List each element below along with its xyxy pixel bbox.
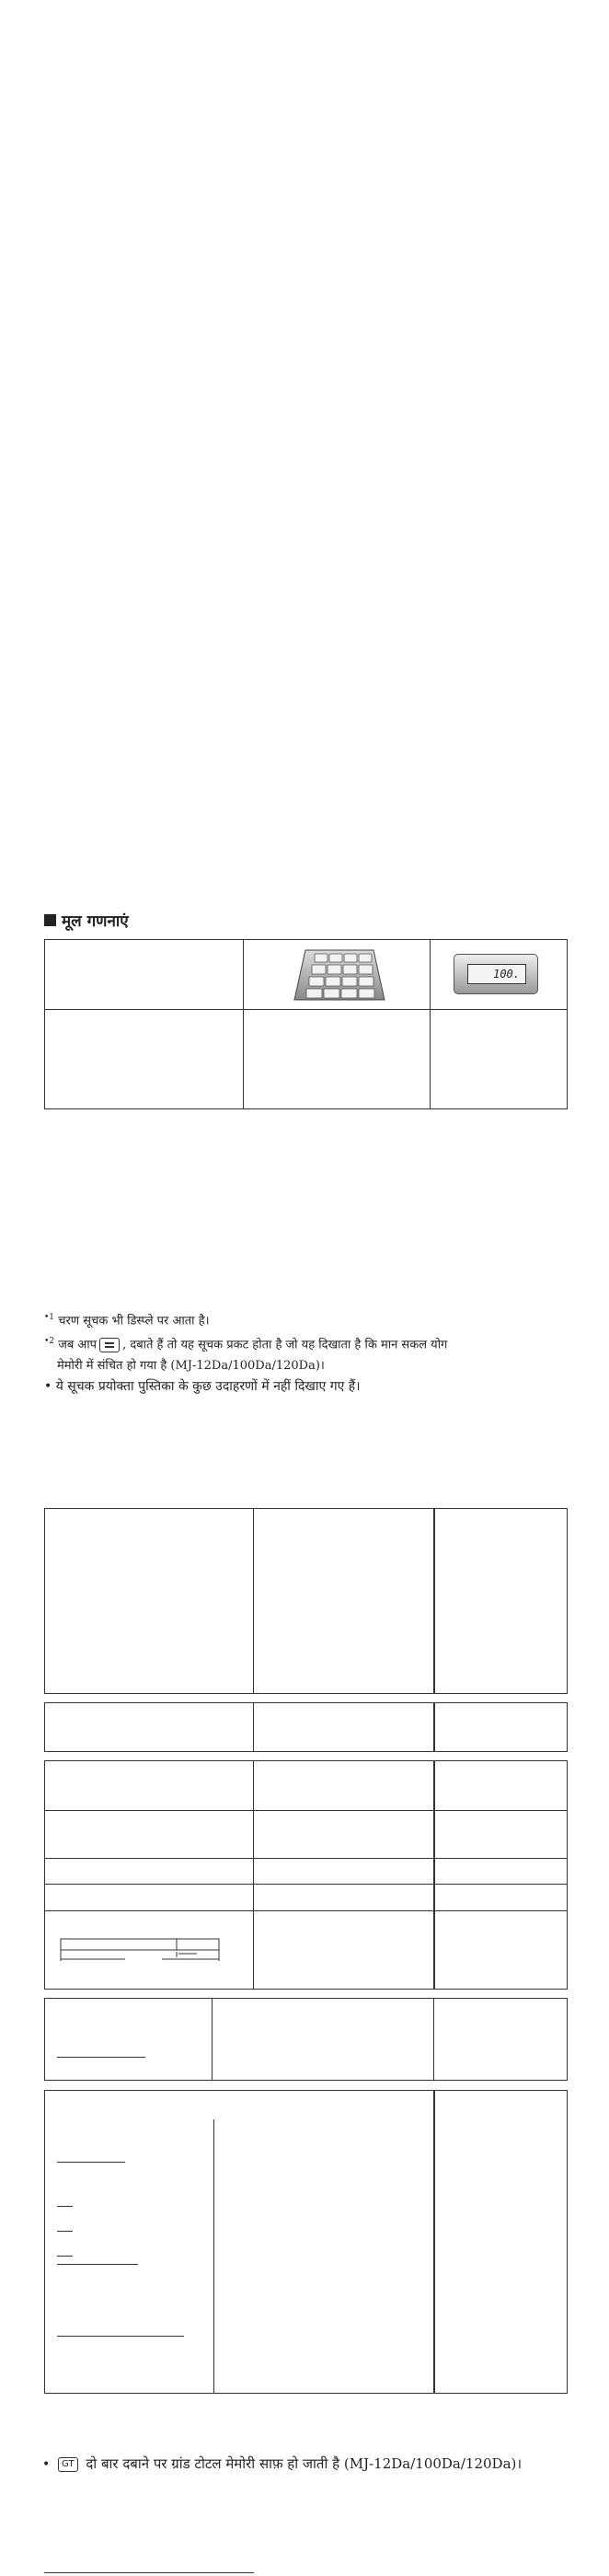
note-3: • ये सूचक प्रयोक्ता पुस्तिका के कुछ उदाहरणों में नहीं दिखाए गए हैं। <box>44 1378 361 1394</box>
gt-note-text: दो बार दबाने पर ग्रांड टोटल मेमोरी साफ़ हो जाती है (MJ-12Da/100Da/120Da)। <box>86 2455 523 2472</box>
section-heading <box>44 910 129 931</box>
gt-key-icon: GT <box>58 2457 78 2472</box>
note-2-cont: मेमोरी में संचित हो गया है (MJ-12Da/100Da/120Da)। <box>57 1358 325 1373</box>
table-2 <box>44 1508 568 1694</box>
table-6 <box>44 2090 568 2394</box>
square-bullet-icon <box>44 914 56 926</box>
table-3 <box>44 1702 568 1752</box>
equals-key-icon <box>99 1338 120 1352</box>
bottom-rule <box>44 2572 254 2573</box>
note-1: $^{•1}$ चरण सूचक भी डिस्प्ले पर आता है। <box>44 1313 210 1329</box>
gt-note: • GT दो बार दबाने पर ग्रांड टोटल मेमोरी साफ़ हो जाती है (MJ-12Da/100Da/120Da)। <box>42 2455 523 2472</box>
display-value: 100. <box>467 964 526 984</box>
note-2: $^{•2}$ जब आप , दबाते हैं तो यह सूचक प्रकट होता है जो यह दिखाता है कि मान सकल योग <box>44 1337 448 1352</box>
section-title: मूल गणनाएं <box>62 912 129 931</box>
table-5 <box>44 1998 568 2081</box>
keypad-icon <box>293 948 386 1002</box>
lcd-display-icon <box>454 954 538 994</box>
footnotes <box>44 1307 559 1397</box>
bracket-diagram <box>59 1933 224 1970</box>
